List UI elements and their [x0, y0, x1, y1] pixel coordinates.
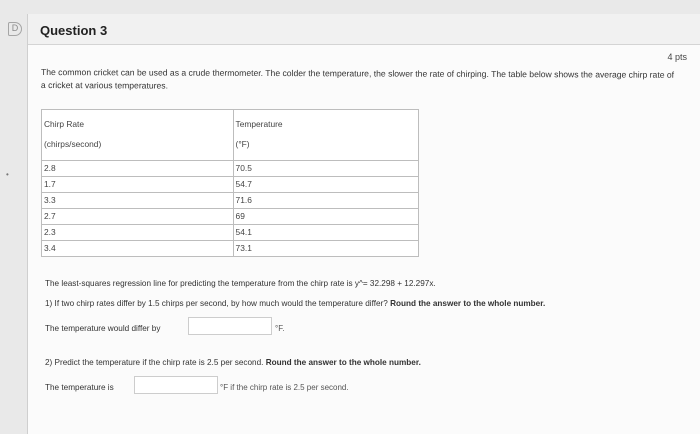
table-cell: 70.5: [233, 161, 418, 177]
table-cell: 2.7: [42, 209, 234, 225]
part1-answer-input[interactable]: [188, 317, 272, 335]
table-cell: 54.7: [233, 177, 418, 193]
table-row: [42, 193, 419, 209]
part1-question-text: 1) If two chirp rates differ by 1.5 chirps per second, by how much would the temperature differ?: [45, 299, 388, 308]
regression-text: The least-squares regression line for predicting the temperature from the chirp rate is y^= 32.298 + 12.297x.: [45, 279, 436, 288]
part1-unit: °F.: [275, 324, 285, 333]
part1-question: [45, 299, 545, 308]
part2-answer-input[interactable]: [134, 376, 218, 394]
question-title: Question 3: [40, 23, 108, 38]
flag-icon[interactable]: D: [8, 22, 22, 36]
part2-unit: °F if the chirp rate is 2.5 per second.: [220, 383, 349, 392]
table-row: [42, 177, 419, 193]
question-intro: The common cricket can be used as a crude thermometer. The colder the temperature, the slower the rate of chirping. The table below shows the average chirp rate of a cricket at various temperatures.: [40, 66, 675, 91]
table-cell: 71.6: [233, 193, 418, 209]
table-row: [42, 209, 419, 225]
header-label: Chirp Rate: [44, 119, 85, 129]
table-header-cell: [233, 110, 418, 161]
header-label: Temperature: [235, 119, 283, 129]
part2-answer-label: The temperature is: [45, 383, 114, 392]
side-marker: •: [6, 170, 9, 179]
header-unit: (chirps/second): [44, 139, 102, 149]
table-cell: 2.8: [42, 161, 234, 177]
table-cell: 2.3: [42, 225, 234, 241]
top-strip: [0, 0, 700, 14]
part1-instruction: Round the answer to the whole number.: [390, 299, 546, 308]
data-table: [41, 109, 419, 257]
table-header-row: [42, 110, 419, 161]
table-cell: 54.1: [233, 225, 418, 241]
question-card: [27, 14, 700, 434]
part2-question: [45, 358, 421, 367]
table-row: [42, 161, 419, 177]
table-cell: 69: [233, 209, 418, 225]
table-header-cell: [42, 110, 234, 161]
table-cell: 3.3: [42, 193, 234, 209]
part2-question-text: 2) Predict the temperature if the chirp rate is 2.5 per second.: [45, 358, 264, 367]
question-header: [28, 14, 700, 45]
header-unit: (°F): [235, 139, 250, 149]
part1-answer-label: The temperature would differ by: [45, 324, 161, 333]
table-row: [42, 225, 419, 241]
table-cell: 1.7: [42, 177, 234, 193]
part2-instruction: Round the answer to the whole number.: [265, 358, 421, 367]
table-cell: 73.1: [233, 241, 418, 257]
table-cell: 3.4: [42, 241, 234, 257]
points-label: 4 pts: [667, 52, 687, 62]
table-row: [42, 241, 419, 257]
